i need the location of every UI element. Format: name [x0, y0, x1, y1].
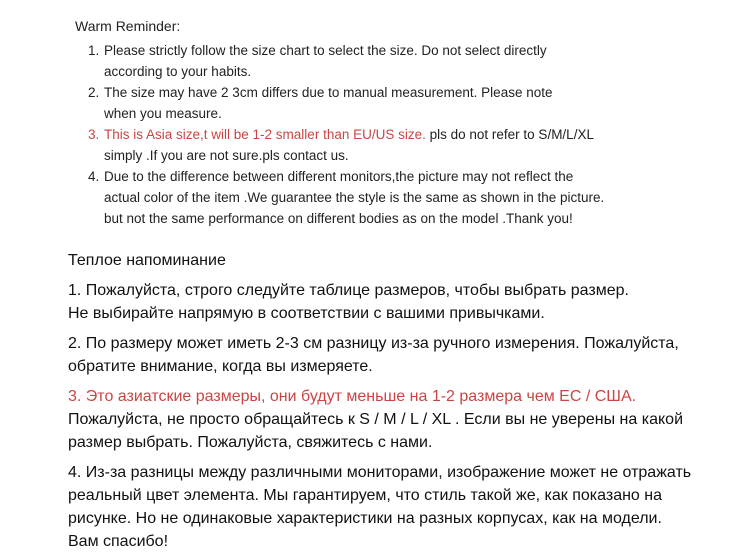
reminder-line: Due to the difference between different monitors,the picture may not reflect the — [104, 169, 574, 184]
item-number: 1. — [88, 43, 100, 58]
item-text — [104, 40, 720, 82]
reminder-item-en-2 — [68, 82, 720, 124]
reminder-line-tail: pls do not refer to S/M/L/XL — [429, 127, 594, 142]
item-text — [104, 124, 720, 166]
reminder-line: Не выбирайте напрямую в соответствии с вашими привычками. — [68, 305, 545, 322]
reminder-line: 2. По размеру может иметь 2-3 см разницу из-за ручного измерения. Пожалуйста, — [68, 335, 679, 352]
reminder-item-en-3 — [68, 124, 720, 166]
reminder-line: Please strictly follow the size chart to select the size. Do not select directly — [104, 43, 547, 58]
reminder-line: simply .If you are not sure.pls contact us. — [104, 148, 349, 163]
reminder-item-ru-2 — [68, 332, 720, 378]
reminder-line: The size may have 2 3cm differs due to manual measurement. Please note — [104, 85, 553, 100]
reminder-line: according to your habits. — [104, 64, 252, 79]
reminder-line: размер выбрать. Пожалуйста, свяжитесь с нами. — [68, 434, 433, 451]
reminder-item-ru-3 — [68, 385, 720, 454]
warm-reminder-title-russian: Теплое напоминание — [68, 252, 226, 269]
reminder-line: обратите внимание, когда вы измеряете. — [68, 358, 373, 375]
warm-reminder-section-english — [68, 16, 720, 229]
reminder-item-en-4 — [68, 166, 720, 229]
reminder-line: 4. Из-за разницы между различными мониторами, изображение может не отражать — [68, 464, 692, 481]
item-text — [104, 82, 720, 124]
reminder-line — [104, 124, 720, 145]
warm-reminder-section-russian — [68, 249, 720, 553]
reminder-line: 1. Пожалуйста, строго следуйте таблице размеров, чтобы выбрать размер. — [68, 282, 629, 299]
item-number: 2. — [88, 85, 100, 100]
asia-size-warning-text: This is Asia size,t will be 1-2 smaller than EU/US size. — [104, 127, 426, 142]
reminder-line: реальный цвет элемента. Мы гарантируем, что стиль такой же, как показано на — [68, 487, 662, 504]
item-number: 4. — [88, 169, 100, 184]
asia-size-warning-text-russian: 3. Это азиатские размеры, они будут меньше на 1-2 размера чем ЕС / США. — [68, 388, 637, 405]
warm-reminder-title: Warm Reminder: — [75, 18, 181, 34]
item-text — [104, 166, 720, 229]
reminder-item-ru-4 — [68, 461, 720, 553]
reminder-line: Пожалуйста, не просто обращайтесь к S / M / L / XL . Если вы не уверены на какой — [68, 411, 683, 428]
item-number: 3. — [88, 127, 100, 142]
reminder-item-en-1 — [68, 40, 720, 82]
reminder-line: actual color of the item .We guarantee the style is the same as shown in the picture. — [104, 190, 605, 205]
reminder-item-ru-1 — [68, 279, 720, 325]
warm-reminder-list — [68, 40, 720, 229]
reminder-line: рисунке. Но не одинаковые характеристики на разных корпусах, как на модели. — [68, 510, 662, 527]
reminder-line: but not the same performance on different bodies as on the model .Thank you! — [104, 211, 573, 226]
reminder-line: when you measure. — [104, 106, 222, 121]
reminder-line: Вам спасибо! — [68, 533, 169, 550]
